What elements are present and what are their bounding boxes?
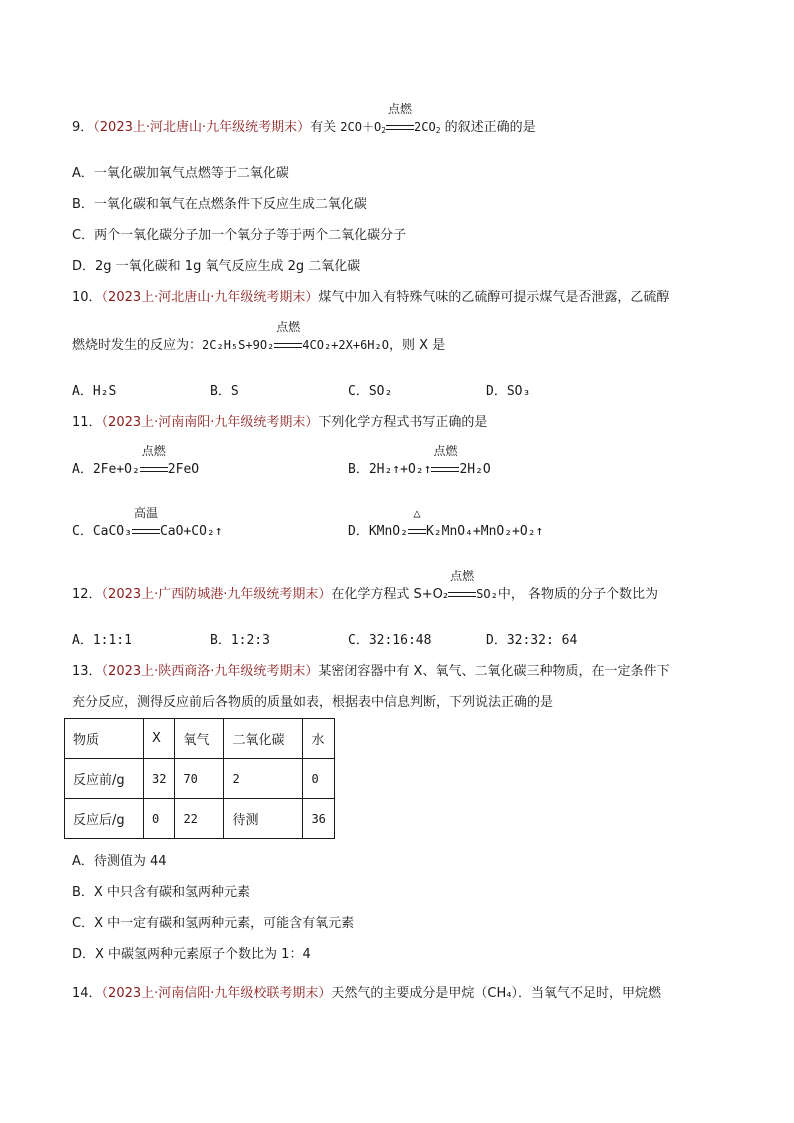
table-header-cell: 二氧化碳	[224, 719, 303, 759]
table-cell: 22	[175, 799, 224, 839]
table-cell: 反应后/g	[65, 799, 144, 839]
q11-option-a: A．2Fe+O₂ 点燃 2FeO	[72, 444, 200, 477]
q9-option-b: B．一氧化碳和氧气在点燃条件下反应生成二氧化碳	[72, 197, 367, 212]
q10-eq-right: 4CO₂+2X+6H₂O	[302, 338, 389, 352]
q10-stem-post: ，则 X 是	[388, 338, 446, 353]
table-cell: 0	[144, 799, 175, 839]
q12-option-d: D．32:32: 64	[486, 633, 578, 648]
table-cell: 32	[144, 759, 175, 799]
table-header-cell: X	[144, 719, 175, 759]
table-cell: 反应前/g	[65, 759, 144, 799]
table-cell: 2	[224, 759, 303, 799]
q10-option-d: D．SO₃	[486, 384, 531, 399]
q13-option-a: A．待测值为 44	[72, 854, 167, 869]
q14-number: 14．	[72, 986, 102, 1001]
q12-eq-right: SO₂	[476, 587, 498, 601]
table-cell: 0	[303, 759, 334, 799]
table-cell: 待测	[224, 799, 303, 839]
q10-stem-line1	[72, 289, 669, 307]
q10-option-b: B．S	[210, 384, 239, 399]
q13-number: 13．	[72, 664, 102, 679]
table-header-cell: 物质	[65, 719, 144, 759]
q13-option-d: D．X 中碳氢两种元素原子个数比为 1：4	[72, 947, 311, 962]
q10-eq-left: 2C₂H₅S+9O₂	[202, 338, 275, 352]
q10-number: 10．	[72, 290, 102, 305]
q13-option-c: C．X 中一定有碳和氢两种元素，可能含有氧元素	[72, 916, 355, 931]
q12-option-a: A．1:1:1	[72, 633, 132, 648]
q9-eq-left: $2CO+O_2$	[340, 120, 387, 135]
q12-option-b: B．1:2:3	[210, 633, 270, 648]
q13-stem-text: 某密闭容器中有 X、氧气、二氧化碳三种物质，在一定条件下	[318, 664, 670, 679]
q10-stem-text: 煤气中加入有特殊气味的乙硫醇可提示煤气是否泄露，乙硫醇	[318, 290, 670, 305]
table-cell: 36	[303, 799, 334, 839]
table-cell: 70	[175, 759, 224, 799]
q11-number: 11．	[72, 415, 102, 430]
q14-stem-text: 天然气的主要成分是甲烷（CH₄）．当氧气不足时，甲烷燃	[331, 986, 661, 1001]
q11-stem	[72, 414, 487, 432]
table-header-row	[65, 719, 335, 759]
q12-source: （2023上·广西防城港·九年级统考期末）	[101, 587, 332, 602]
q9-stem	[72, 102, 536, 140]
q9-number: 9．	[72, 120, 94, 135]
q10-option-c: C．SO₂	[348, 384, 393, 399]
q11-option-b: B．2H₂↑+O₂↑ 点燃 2H₂O	[348, 444, 491, 477]
q12-stem-post: 中， 各物质的分子个数比为	[497, 587, 658, 602]
q9-eq-right: $2CO_2$	[414, 120, 441, 135]
q10-eq-condition: 点燃	[274, 337, 302, 355]
q9-source: （2023上·河北唐山·九年级统考期末）	[93, 120, 311, 135]
q12-eq-condition: 点燃	[448, 586, 476, 604]
q13-option-b: B．X 中只含有碳和氢两种元素	[72, 885, 250, 900]
q13-stem-line1	[72, 663, 669, 681]
q13-data-table	[64, 718, 335, 839]
table-header-cell: 水	[303, 719, 334, 759]
q9-option-c: C．两个一氧化碳分子加一个氧分子等于两个二氧化碳分子	[72, 228, 407, 243]
table-row	[65, 759, 335, 799]
q12-number: 12．	[72, 587, 102, 602]
table-header-cell: 氧气	[175, 719, 224, 759]
q13-source: （2023上·陕西商洛·九年级统考期末）	[101, 664, 319, 679]
q9-stem-pre: 有关	[310, 120, 341, 135]
q10-source: （2023上·河北唐山·九年级统考期末）	[101, 290, 319, 305]
q11-source: （2023上·河南南阳·九年级统考期末）	[101, 415, 319, 430]
q10-stem-pre: 燃烧时发生的反应为：	[72, 338, 203, 353]
q14-stem	[72, 985, 661, 1003]
q12-stem	[72, 569, 658, 604]
q14-source: （2023上·河南信阳·九年级校联考期末）	[101, 986, 332, 1001]
q9-stem-post: 的叙述正确的是	[440, 120, 536, 135]
table-row	[65, 799, 335, 839]
q11-option-d: D．KMnO₂ △ K₂MnO₄+MnO₂+O₂↑	[348, 506, 544, 539]
q9-option-a: A．一氧化碳加氧气点燃等于二氧化碳	[72, 166, 289, 181]
q9-eq-condition: 点燃	[386, 119, 414, 137]
q13-stem-line2: 充分反应，测得反应前后各物质的质量如表，根据表中信息判断，下列说法正确的是	[72, 695, 554, 710]
q11-option-c: C．CaCO₃ 高温 CaO+CO₂↑	[72, 506, 223, 539]
q12-stem-pre: 在化学方程式 S+O₂	[331, 587, 449, 602]
q11-stem-text: 下列化学方程式书写正确的是	[318, 415, 488, 430]
q10-option-a: A．H₂S	[72, 384, 117, 399]
q9-option-d: D．2g 一氧化碳和 1g 氧气反应生成 2g 二氧化碳	[72, 259, 361, 274]
q12-option-c: C．32:16:48	[348, 633, 432, 648]
q10-stem-line2	[72, 320, 446, 355]
